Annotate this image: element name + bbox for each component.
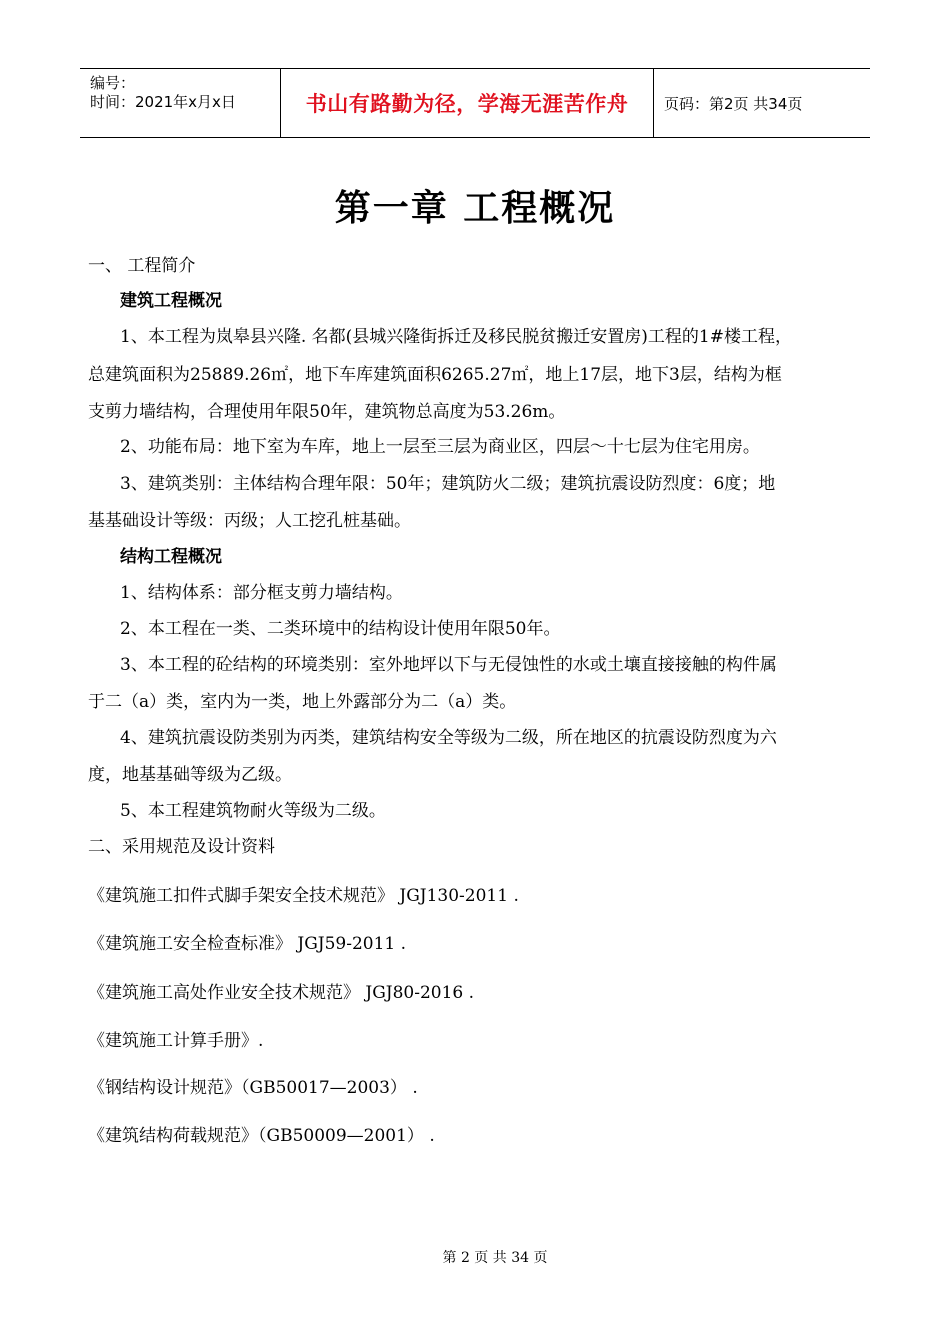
paragraph-line: 于二（a）类，室内为一类，地上外露部分为二（a）类。: [88, 692, 517, 712]
paragraph-line: 5、本工程建筑物耐火等级为二级。: [120, 801, 386, 821]
section-heading-2: 二、采用规范及设计资料: [88, 837, 275, 857]
number-label: 编号：: [90, 74, 136, 92]
reference-item: 《建筑施工安全检查标准》 JGJ59-2011 .: [88, 934, 407, 954]
paragraph-line: 基基础设计等级：丙级；人工挖孔桩基础。: [88, 511, 411, 531]
page-footer: 第 2 页 共 34 页: [442, 1250, 548, 1266]
paragraph-line: 3、本工程的砼结构的环境类别：室外地坪以下与无侵蚀性的水或土壤直接接触的构件属: [120, 655, 777, 675]
paragraph-line: 支剪力墙结构，合理使用年限50年，建筑物总高度为53.26m。: [88, 402, 566, 422]
chapter-title: 第一章 工程概况: [334, 188, 616, 229]
reference-item: 《建筑施工扣件式脚手架安全技术规范》 JGJ130-2011 .: [88, 886, 519, 906]
paragraph-line: 2、本工程在一类、二类环境中的结构设计使用年限50年。: [120, 619, 561, 639]
header-page-cell: [654, 69, 870, 137]
paragraph-line: 4、建筑抗震设防类别为丙类，建筑结构安全等级为二级，所在地区的抗震设防烈度为六: [120, 728, 777, 748]
reference-item: 《建筑施工计算手册》.: [88, 1031, 264, 1051]
paragraph-line: 1、结构体系：部分框支剪力墙结构。: [120, 583, 403, 603]
paragraph-line: 2、功能布局：地下室为车库，地上一层至三层为商业区，四层～十七层为住宅用房。: [120, 437, 760, 457]
date-line: 时间：2021年x月x日: [90, 93, 236, 111]
reference-item: 《建筑施工高处作业安全技术规范》 JGJ80-2016 .: [88, 983, 475, 1003]
paragraph-line: 总建筑面积为25889.26㎡，地下车库建筑面积6265.27㎡，地上17层，地下3层，结构为框: [88, 365, 782, 385]
subheading-building: 建筑工程概况: [120, 291, 222, 311]
reference-item: 《钢结构设计规范》（GB50017—2003） .: [88, 1078, 418, 1098]
section-heading-1: 一、 工程简介: [88, 256, 196, 276]
paragraph-line: 3、建筑类别：主体结构合理年限：50年；建筑防火二级；建筑抗震设防烈度：6度；地: [120, 474, 776, 494]
header-table: [80, 68, 870, 138]
reference-item: 《建筑结构荷载规范》（GB50009—2001） .: [88, 1126, 435, 1146]
motto-text: 书山有路勤为径，学海无涯苦作舟: [305, 92, 629, 116]
paragraph-line: 1、本工程为岚皋县兴隆. 名都(县城兴隆街拆迁及移民脱贫搬迁安置房)工程的1#楼工程，: [120, 327, 792, 347]
page-info: 页码：第2页 共34页: [664, 94, 803, 113]
paragraph-line: 度，地基基础等级为乙级。: [88, 765, 292, 785]
subheading-structure: 结构工程概况: [120, 547, 222, 567]
header-meta-cell: [80, 69, 281, 137]
header-motto-cell: [281, 69, 654, 137]
